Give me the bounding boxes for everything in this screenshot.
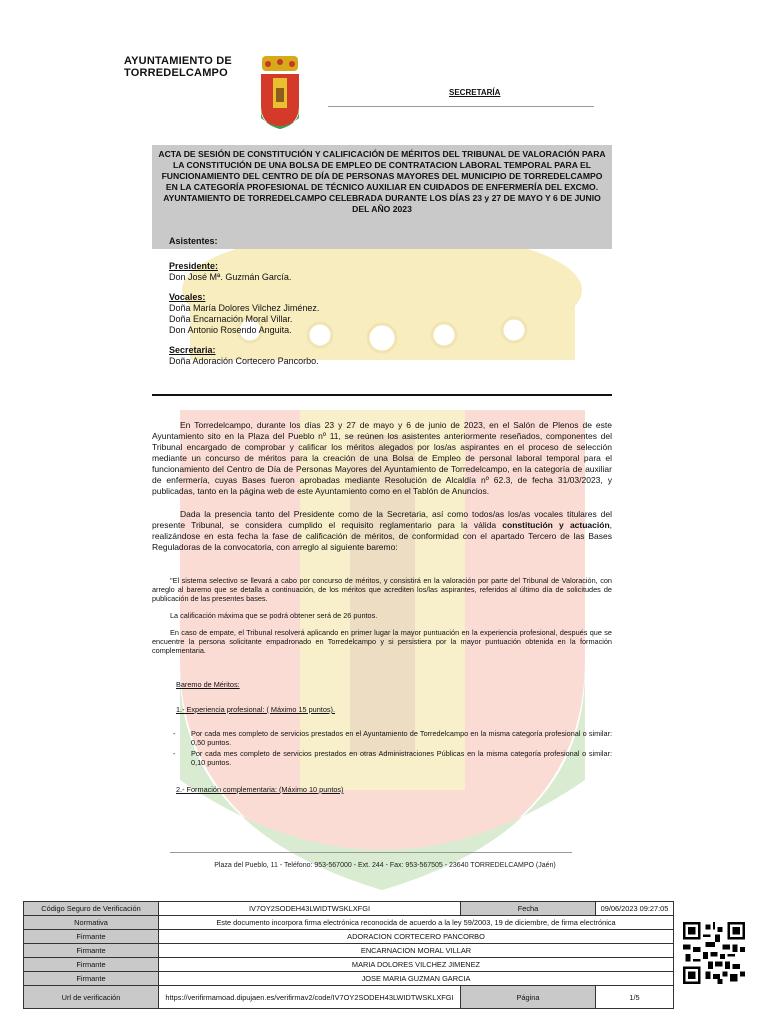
paragraph-constitution-bold: constitución y actuación: [502, 520, 610, 530]
minutes-body: [152, 420, 612, 565]
secretary-label: Secretaria:: [169, 345, 216, 355]
vocales-label: Vocales:: [169, 292, 206, 302]
page-number: 1/5: [596, 986, 674, 1009]
signer-label: Firmante: [24, 944, 159, 958]
list-item-text: Por cada mes completo de servicios prestados en otras Administraciones Públicas en la misma categoría profesional o similar: 0,10 puntos.: [191, 749, 612, 767]
secretary-block: [169, 345, 319, 367]
attendees-heading: Asistentes:: [169, 236, 218, 246]
verification-table: [23, 901, 674, 1009]
signer-name: JOSE MARIA GUZMAN GARCIA: [159, 972, 674, 986]
secretary-name: Doña Adoración Cortecero Pancorbo.: [169, 356, 319, 366]
vocales-block: [169, 292, 319, 336]
signer-name: ADORACION CORTECERO PANCORBO: [159, 930, 674, 944]
normativa-label: Normativa: [24, 916, 159, 930]
footer-divider: [170, 852, 572, 853]
signer-name: ENCARNACION MORAL VILLAR: [159, 944, 674, 958]
quote-paragraph-system: "El sistema selectivo se llevará a cabo por concurso de méritos, y consistirá en la valoración por parte del Tribunal de Valoración, con arreglo al baremo que se detalla a continuación, de los méritos que acrediten los/las aspirantes, referidos al último día de solicitudes de publicación de las presentes bases.: [152, 576, 612, 603]
footer-address: Plaza del Pueblo, 11 - Teléfono: 953-567000 - Ext. 244 - Fax: 953-567505 - 23640 TORREDELCAMPO (Jaén): [214, 862, 556, 869]
section-experience-heading: 1.- Experiencia profesional: ( Máximo 15 puntos).: [176, 705, 335, 714]
document-title-box: [152, 145, 612, 249]
org-line-2: TORREDELCAMPO: [124, 67, 228, 79]
org-line-1: AYUNTAMIENTO DE: [124, 55, 232, 67]
date-label: Fecha: [461, 902, 596, 916]
url-label: Url de verificación: [24, 986, 159, 1009]
quote-paragraph-max: La calificación máxima que se podrá obtener será de 26 puntos.: [170, 611, 378, 620]
vocal-name: Doña María Dolores Vilchez Jiménez.: [169, 303, 320, 313]
paragraph-intro: En Torredelcampo, durante los días 23 y 27 de mayo y 6 de junio de 2023, en el Salón de Plenos de este Ayuntamiento sito en la Plaza del Pueblo nº 11, se reúnen los asistentes anteriormente reseñados, componentes del Tribunal encargado de comprobar y calificar los méritos alegados por los/as aspirantes en el proceso de selección mediante un concurso de méritos para la creación de una Bolsa de Empleo de personal laboral temporal para el funcionamiento del Centro de Día de Personas Mayores del Ayuntamiento de Torredelcampo, en la categoría de auxiliar de enfermería, cuyas Bases fueron aprobadas mediante Resolución de Alcaldía nº 62.3, de fecha 31/03/2023, y publicadas, tanto en la página web de este Ayuntamiento como en el Tablón de Anuncios.: [152, 420, 612, 496]
organization-name: [124, 55, 232, 79]
list-item: [173, 749, 612, 767]
signer-label: Firmante: [24, 958, 159, 972]
coat-of-arms-logo: [258, 54, 302, 130]
table-row: [24, 902, 674, 916]
table-row: [24, 986, 674, 1009]
section-training-heading: 2.- Formación complementaria: (Máximo 10 puntos): [176, 785, 344, 794]
table-row: [24, 958, 674, 972]
quote-paragraph-tiebreak: En caso de empate, el Tribunal resolverá aplicando en primer lugar la mayor puntuación en la experiencia profesional, después que se encuentre la persona solicitante empadronado en Torredelcampo y si persistiera por la mayor puntuación obtenida en la formación complementaria.: [152, 628, 612, 655]
experience-list: [173, 729, 612, 767]
csv-label: Código Seguro de Verificación: [24, 902, 159, 916]
bullet-dash-icon: -: [173, 729, 176, 738]
document-title: ACTA DE SESIÓN DE CONSTITUCIÓN Y CALIFICACIÓN DE MÉRITOS DEL TRIBUNAL DE VALORACIÓN PARA LA CONSTITUCIÓN DE UNA BOLSA DE EMPLEO DE CONTRATACION LABORAL TEMPORAL PARA EL FUNCIONAMIENTO DEL CENTRO DE DÍA DE PERSONAS MAYORES DEL MUNICIPIO DE TORREDELCAMPO EN LA CATEGORÍA PROFESIONAL DE TÉCNICO AUXILIAR EN CUIDADOS DE ENFERMERÍA DEL EXCMO. AYUNTAMIENTO DE TORREDELCAMPO CELEBRADA DURANTE LOS DÍAS 23 y 27 DE MAYO Y 6 DE JUNIO DEL AÑO 2023: [158, 149, 606, 214]
qr-code-image: [683, 922, 745, 984]
baremo-heading: Baremo de Méritos:: [176, 680, 240, 689]
paragraph-constitution-text-b: , realizándose en esta fecha la fase de calificación de méritos, de conformidad con el apartado Tercero de las Bases Reguladoras de la convocatoria, con arreglo al siguiente baremo:: [152, 520, 613, 552]
header-divider: [328, 106, 594, 107]
date-value: 09/06/2023 09:27:05: [596, 902, 674, 916]
normativa-value: Este documento incorpora firma electrónica reconocida de acuerdo a la ley 59/2003, 19 de diciembre, de firma electrónica: [159, 916, 674, 930]
bases-quote: [152, 576, 612, 663]
signer-label: Firmante: [24, 972, 159, 986]
paragraph-constitution: [152, 509, 612, 553]
page-label: Página: [461, 986, 596, 1009]
bullet-dash-icon: -: [173, 749, 176, 758]
list-item: [173, 729, 612, 747]
table-row: [24, 916, 674, 930]
table-row: [24, 944, 674, 958]
table-row: [24, 930, 674, 944]
csv-code: IV7OY2SODEH43LWIDTWSKLXFGI: [159, 902, 461, 916]
verification-url-link[interactable]: https://verifirmamoad.dipujaen.es/verifirmav2/code/IV7OY2SODEH43LWIDTWSKLXFGI: [159, 986, 461, 1009]
president-label: Presidente:: [169, 261, 219, 271]
list-item-text: Por cada mes completo de servicios prestados en el Ayuntamiento de Torredelcampo en la misma categoría profesional o similar: 0,50 puntos.: [191, 729, 612, 747]
signer-name: MARIA DOLORES VILCHEZ JIMENEZ: [159, 958, 674, 972]
department-label: SECRETARÍA: [449, 88, 501, 97]
president-block: [169, 261, 291, 283]
president-name: Don José Mª. Guzmán García.: [169, 272, 292, 282]
paragraph-constitution-text-a: Dada la presencia tanto del Presidente como de la Secretaria, así como todos/as los/as vocales titulares del presente Tribunal, se considera cumplido el requisito reglamentario para la válida: [152, 509, 612, 530]
section-divider: [152, 394, 612, 396]
signer-label: Firmante: [24, 930, 159, 944]
vocal-name: Doña Encarnación Moral Villar.: [169, 314, 293, 324]
vocal-name: Don Antonio Rosendo Anguita.: [169, 325, 292, 335]
table-row: [24, 972, 674, 986]
